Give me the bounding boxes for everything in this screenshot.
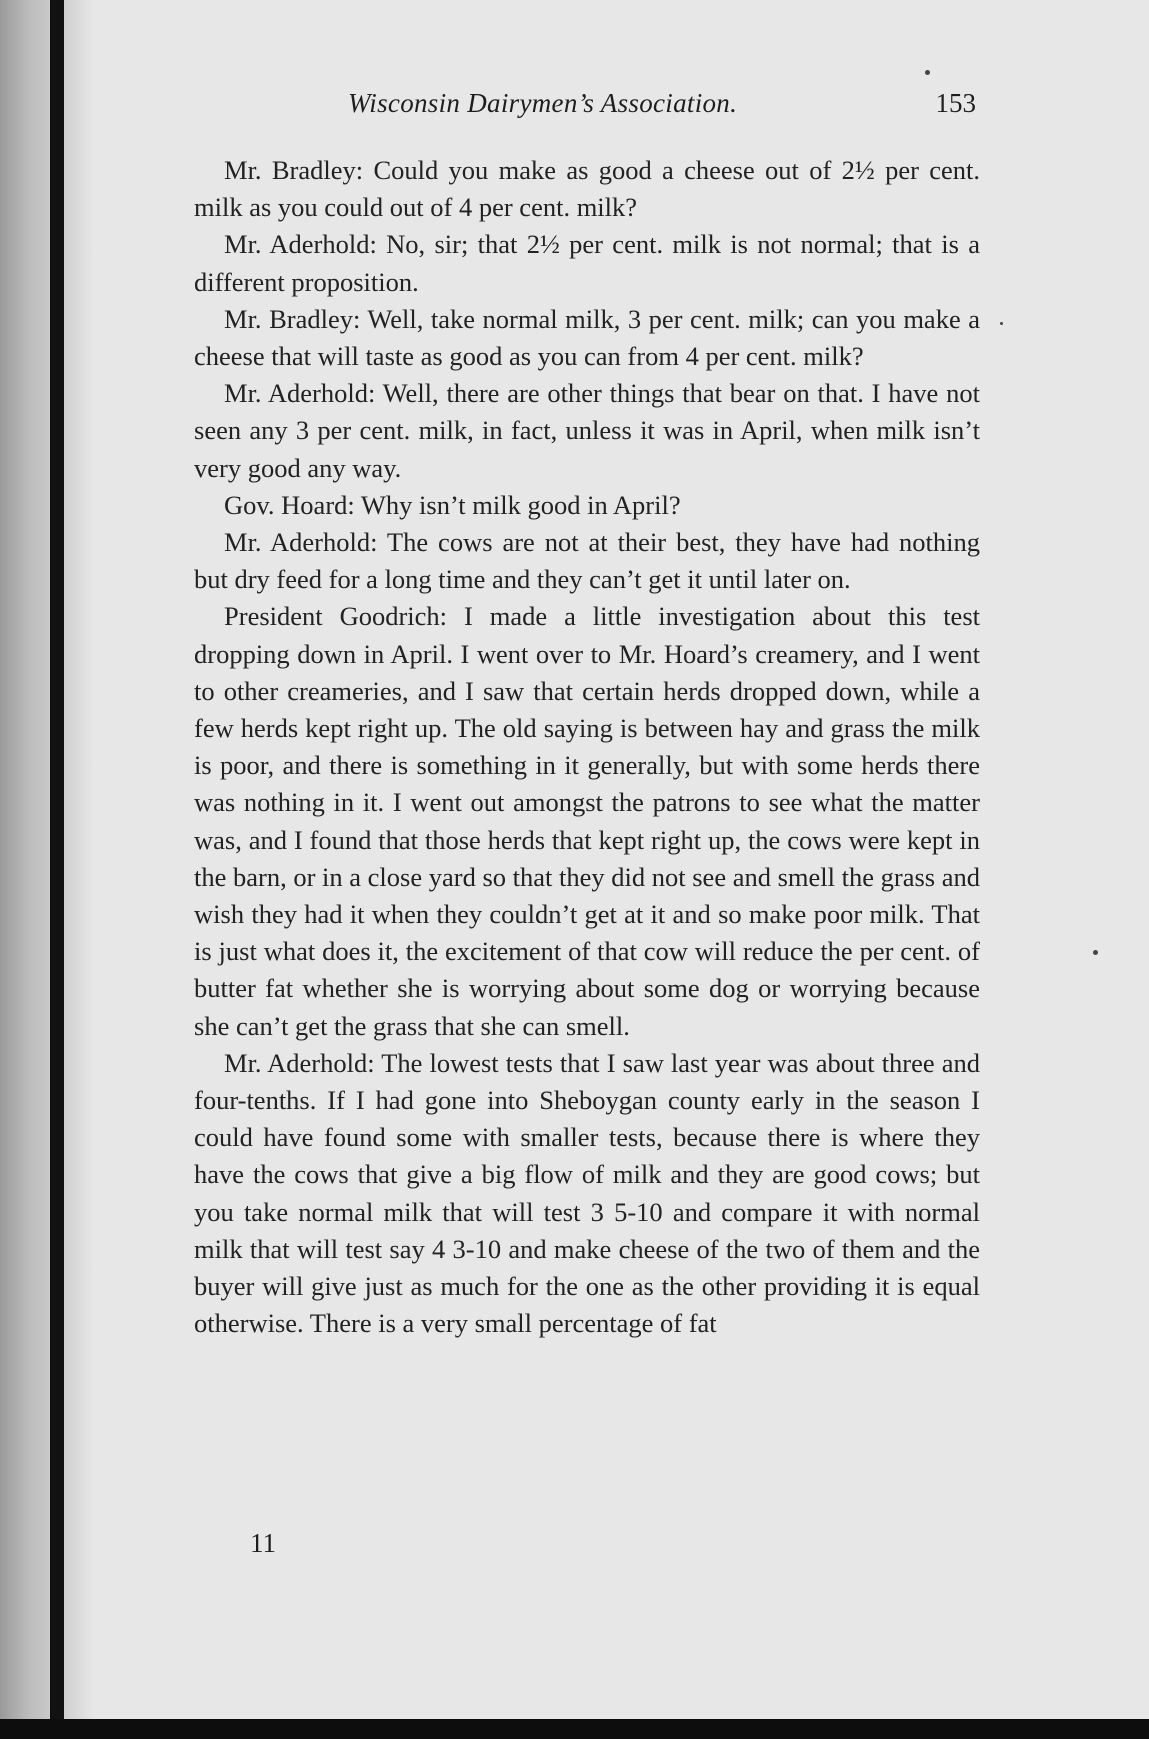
paper-speck [1093, 950, 1098, 955]
binding-edge [50, 0, 64, 1720]
page-header [196, 88, 976, 128]
running-title: Wisconsin Dairymen’s Association. [348, 88, 738, 118]
paragraph: Mr. Aderhold: Well, there are other things that bear on that. I have not seen any 3 per cent. milk, in fact, unless it was in April, when milk isn’t very good any way. [194, 378, 980, 483]
paragraph: Mr. Aderhold: The lowest tests that I saw last year was about three and four-tenths. If I had gone into Sheboygan county early in the season I could have found some with smaller tests, because there is where they have the cows that give a big flow of milk and they are good cows; but you take normal milk that will test 3 5-10 and compare it with normal milk that will test say 4 3-10 and make cheese of the two of them and the buyer will give just as much for the one as the other providing it is equal otherwise. There is a very small percentage of fat [194, 1047, 980, 1339]
page-number: 153 [935, 88, 976, 118]
paper-speck [925, 70, 930, 75]
body-text [194, 152, 980, 1343]
signature-mark: 11 [250, 1528, 276, 1558]
scan-border [0, 1719, 1149, 1739]
binding-gutter [0, 0, 50, 1739]
paper-speck [1000, 322, 1003, 325]
paragraph: Mr. Bradley: Well, take normal milk, 3 per cent. milk; can you make a cheese that will taste as good as you can from 4 per cent. milk? [194, 303, 980, 372]
paragraph: Mr. Bradley: Could you make as good a cheese out of 2½ per cent. milk as you could out of 4 per cent. milk? [194, 155, 980, 223]
paragraph: Mr. Aderhold: No, sir; that 2½ per cent. milk is not normal; that is a different proposition. [194, 229, 980, 297]
paragraph: Mr. Aderhold: The cows are not at their best, they have had nothing but dry feed for a long time and they can’t get it until later on. [194, 527, 980, 595]
binding-shadow [64, 0, 94, 1739]
paragraph: President Goodrich: I made a little investigation about this test dropping down in April. I went over to Mr. Hoard’s creamery, and I went to other creameries, and I saw that certain herds dropped down, while a few herds kept right up. The old saying is between hay and grass the milk is poor, and there is something in it generally, but with some herds there was nothing in it. I went out amongst the patrons to see what the matter was, and I found that those herds that kept right up, the cows were kept in the barn, or in a close yard so that they did not see and smell the grass and wish they had it when they couldn’t get at it and so make poor milk. That is just what does it, the excitement of that cow will reduce the per cent. of butter fat whether she is worrying about some dog or worrying because she can’t get the grass that she can smell. [194, 601, 980, 1041]
paragraph: Gov. Hoard: Why isn’t milk good in April? [224, 489, 681, 520]
